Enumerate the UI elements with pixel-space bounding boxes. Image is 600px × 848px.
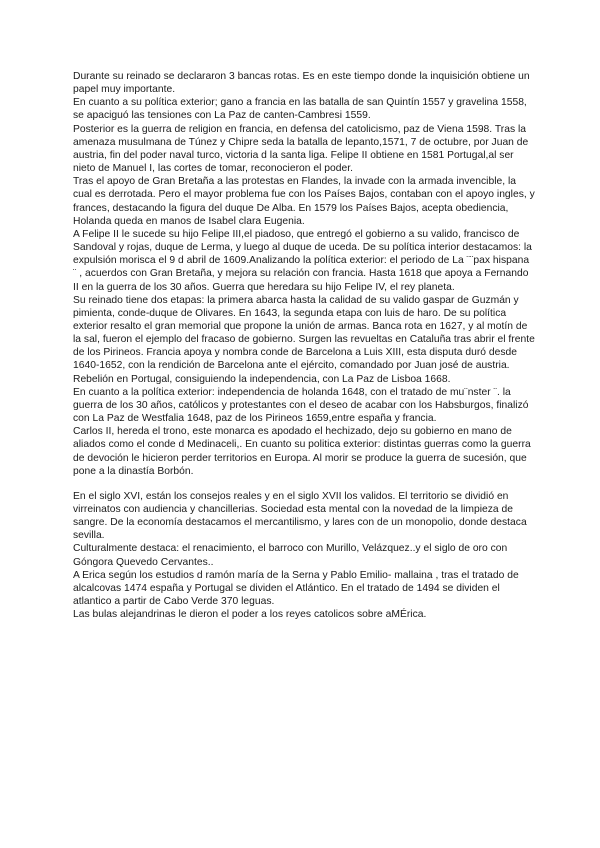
paragraph: En el siglo XVI, están los consejos reales y en el siglo XVII los validos. El territorio se dividió en virreinatos con audiencia y chancillerias. Sociedad esta mental con la novedad de la limpieza de sangre. De la economía destacamos el mercantilismo, y lares con de un monopolio, donde destaca sevilla. (73, 490, 527, 542)
paragraph: A Felipe II le sucede su hijo Felipe III,el piadoso, que entregó el gobierno a su valido, francisco de Sandoval y rojas, duque de Lerma, y luego al duque de uceda. De su política interior destacamos: la expulsión morisca el 9 d abril de 1609.Analizando la política exterior: el periodo de La ¨¨pax hispana ¨ , acuerdos con Gran Bretaña, y mejora su relación con francia. Hasta 1618 que apoya a Fernando II en la guerra de los 30 años. Guerra que heredara su hijo Felipe IV, el rey planeta. (73, 228, 532, 293)
paragraph: Carlos II, hereda el trono, este monarca es apodado el hechizado, dejo su gobierno en mano de aliados como el conde d Medinaceli,. En cuanto su politica exterior: distintas guerras como la guerra de devoción le hicieron perder territorios en Europa. Al morir se produce la guerra de sucesión, que pone a la dinastía Borbón. (73, 426, 531, 477)
paragraph: Durante su reinado se declararon 3 bancas rotas. Es en este tiempo donde la inquisición obtiene un papel muy importante. (73, 71, 530, 96)
paragraph-gap (73, 478, 535, 490)
paragraph: Culturalmente destaca: el renacimiento, el barroco con Murillo, Velázquez..y el siglo de oro con Góngora Quevedo Cervantes.. (73, 543, 508, 568)
paragraph: En cuanto a su política exterior; gano a francia en las batalla de san Quintín 1557 y gravelina 1558, se apaciguó las tensiones con La Paz de canten-Cambresi 1559. (73, 97, 527, 122)
document-body (73, 70, 535, 621)
paragraph: Tras el apoyo de Gran Bretaña a las protestas en Flandes, la invade con la armada invencible, la cual es derrotada. Pero el mayor problema fue con los Países Bajos, contaban con el apoyo ingles, y frances, destacando la figura del duque De Alba. En 1579 los Países Bajos, acepta obediencia, Holanda queda en manos de Isabel clara Eugenia. (73, 176, 535, 227)
paragraph: Las bulas alejandrinas le dieron el poder a los reyes catolicos sobre aMÉrica. (73, 609, 427, 621)
paragraph: En cuanto a la política exterior: independencia de holanda 1648, con el tratado de mu¨nster ¨. la guerra de los 30 años, católicos y protestantes con el deseo de acabar con los Habsburgos, finalizó con La Paz de Westfalia 1648, paz de los Pirineos 1659,entre españa y francia. (73, 386, 529, 425)
paragraph: Posterior es la guerra de religion en francia, en defensa del catolicismo, paz de Viena 1598. Tras la amenaza musulmana de Túnez y Chipre seda la batalla de lepanto,1571, 7 de octubre, por Juan de austria, fin del poder naval turco, victoria d la santa liga. Felipe II obtiene en 1581 Portugal,al ser nieto de Manuel I, las cortes de tomar, reconocieron el poder. (73, 123, 529, 175)
paragraph: A Erica según los estudios d ramón maría de la Serna y Pablo Emilio- mallaina , tras el tratado de alcalcovas 1474 españa y Portugal se dividen el Atlántico. En el tratado de 1494 se dividen el atlantico a partir de Cabo Verde 370 leguas. (73, 569, 519, 608)
paragraph: Su reinado tiene dos etapas: la primera abarca hasta la calidad de su valido gaspar de Guzmán y pimienta, conde-duque de Olivares. En 1643, la segunda etapa con luis de haro. De su política exterior resalto el gran memorial que propone la unión de armas. Banca rota en 1627, y al motín de la sal, fueron el ejemplo del fracaso de gobierno. Surgen las revueltas en Cataluña tras abrir el frente de los Pirineos. Francia apoya y nombra conde de Barcelona a Luis XIII, esta disputa duró desde 1640-1652, con la rendición de Barcelona ante el ejército, comandado por Juan josé de austria. (73, 294, 535, 372)
paragraph: Rebelión en Portugal, consiguiendo la independencia, con La Paz de Lisboa 1668. (73, 373, 451, 385)
